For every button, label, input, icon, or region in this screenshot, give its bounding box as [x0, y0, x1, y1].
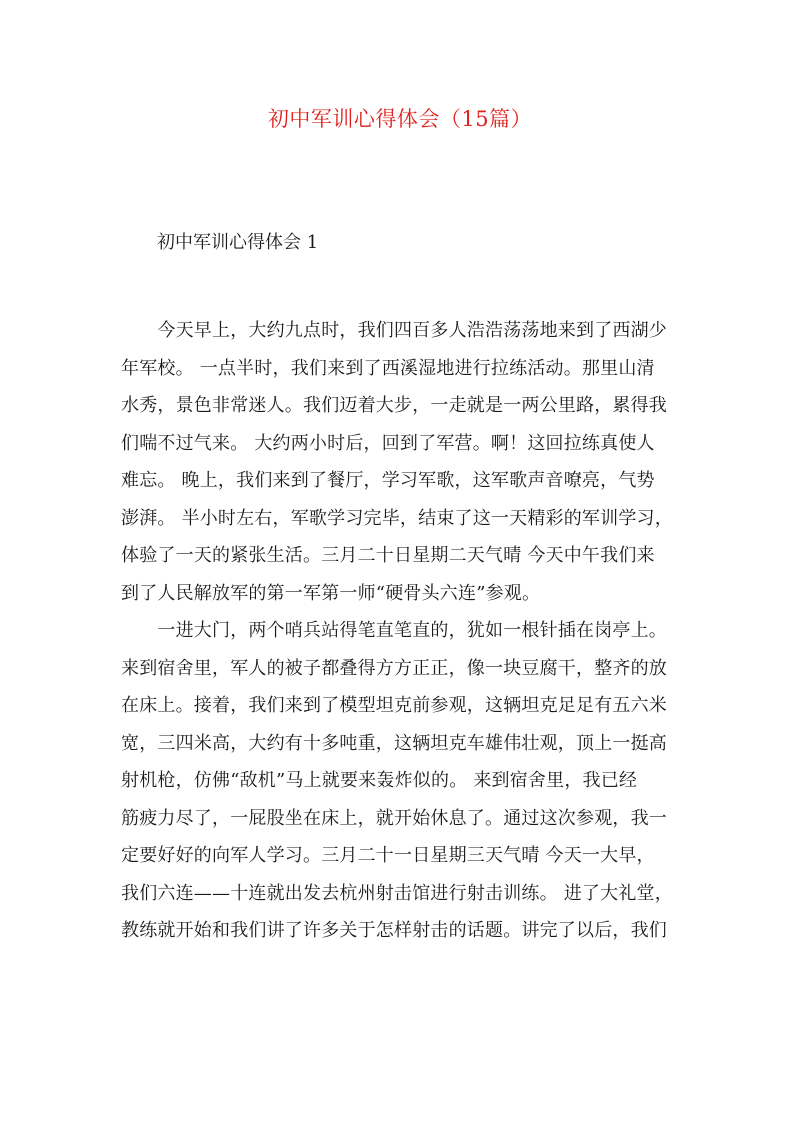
body-text	[121, 312, 687, 950]
text-line: 宽，三四米高，大约有十多吨重，这辆坦克车雄伟壮观，顶上一挺高	[121, 732, 667, 754]
text-line: 在床上。接着，我们来到了模型坦克前参观，这辆坦克足足有五六米	[121, 695, 667, 716]
text-line: 年军校。 一点半时，我们来到了西溪湿地进行拉练活动。那里山清	[121, 357, 655, 379]
text-line: 今天早上，大约九点时，我们四百多人浩浩荡荡地来到了西湖少	[121, 320, 667, 341]
text-line: 来到宿舍里，军人的被子都叠得方方正正，像一块豆腐干，整齐的放	[121, 657, 667, 679]
text-line: 射机枪，仿佛“敌机”马上就要来轰炸似的。 来到宿舍里，我已经	[121, 770, 638, 791]
text-line: 一进大门，两个哨兵站得笔直笔直的，犹如一根针插在岗亭上。	[121, 620, 667, 641]
text-line: 筋疲力尽了，一屁股坐在床上，就开始休息了。通过这次参观，我一	[121, 807, 667, 829]
text-line: 难忘。 晚上，我们来到了餐厅，学习军歌，这军歌声音嘹亮，气势	[121, 470, 655, 491]
text-line: 体验了一天的紧张生活。三月二十日星期二天气晴 今天中午我们来	[121, 545, 655, 566]
text-line: 我们六连——十连就出发去杭州射击馆进行射击训练。 进了大礼堂，	[121, 882, 673, 904]
text-line: 澎湃。 半小时左右，军歌学习完毕，结束了这一天精彩的军训学习，	[121, 507, 673, 529]
text-line: 教练就开始和我们讲了许多关于怎样射击的话题。讲完了以后，我们	[121, 920, 667, 941]
text-line: 定要好好的向军人学习。三月二十一日星期三天气晴 今天一大早，	[121, 845, 655, 866]
section-title: 初中军训心得体会 1	[157, 232, 319, 253]
text-line: 们喘不过气来。 大约两小时后，回到了军营。啊！这回拉练真使人	[121, 432, 655, 454]
document-title: 初中军训心得体会（15篇）	[267, 107, 533, 131]
text-line: 水秀，景色非常迷人。我们迈着大步，一走就是一两公里路，累得我	[121, 395, 667, 416]
text-line: 到了人民解放军的第一军第一师“硬骨头六连”参观。	[121, 582, 541, 604]
